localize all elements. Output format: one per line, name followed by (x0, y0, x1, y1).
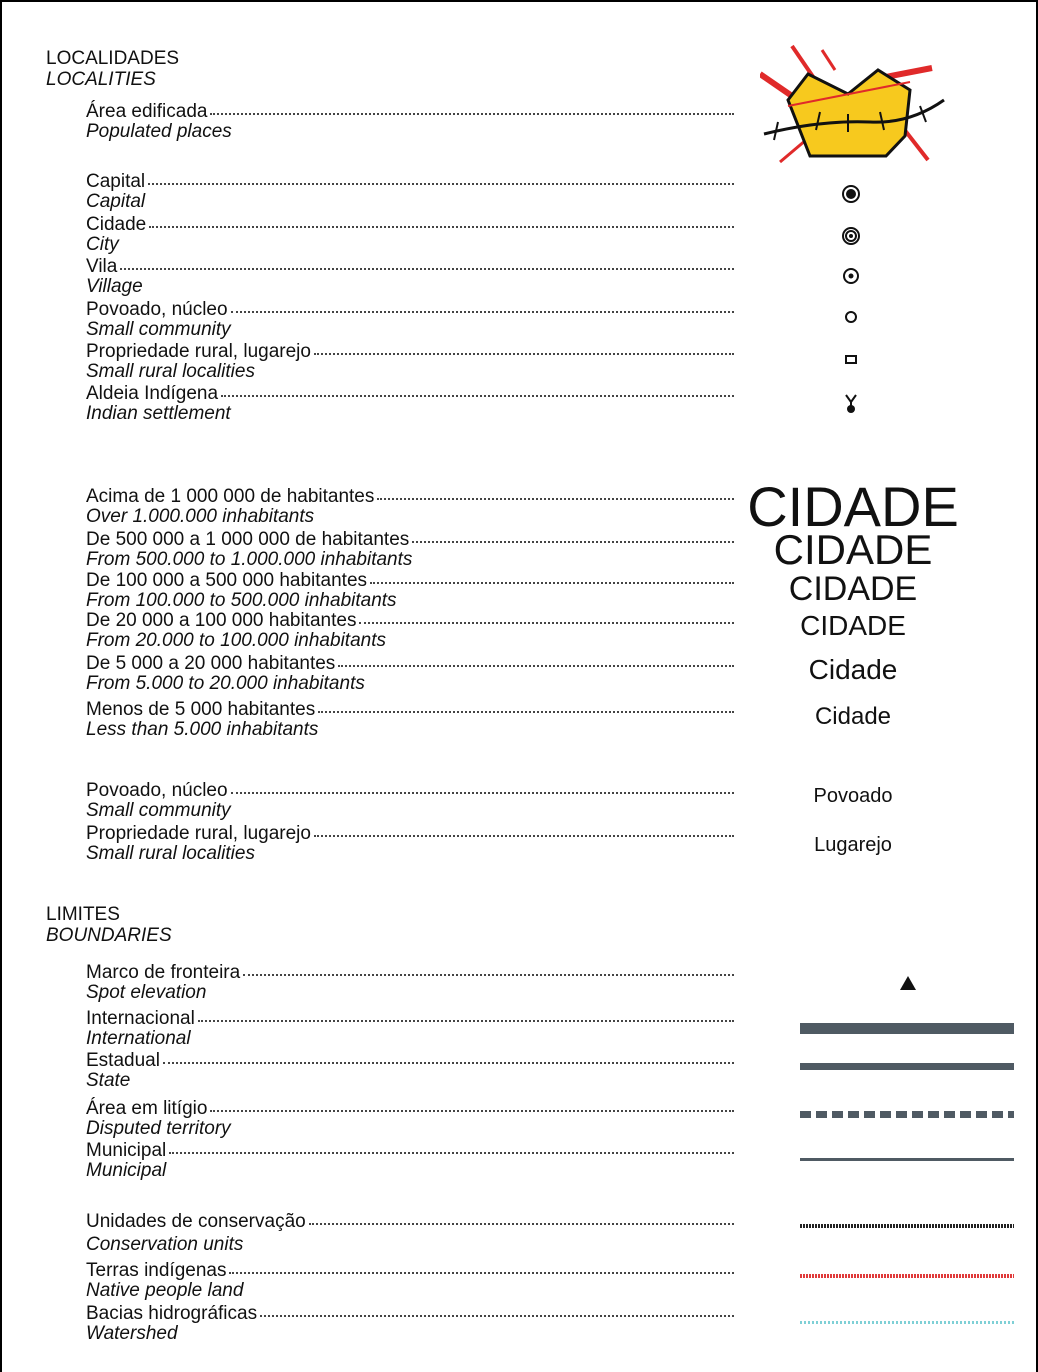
legend-row-conservation-units (86, 1212, 734, 1255)
section-boundaries (46, 904, 172, 946)
city-icon (841, 226, 861, 246)
row-label: Propriedade rural, lugarejo (86, 341, 311, 362)
row-label-en: Native people land (86, 1280, 244, 1301)
leader-dots (120, 268, 734, 270)
row-label: Povoado, núcleo (86, 299, 228, 320)
row-label-en: From 500.000 to 1.000.000 inhabitants (86, 549, 413, 570)
municipal-boundary-line (800, 1158, 1014, 1161)
legend-row-pop-100k-500k (86, 571, 734, 611)
city-label-sample: CIDADE (800, 610, 906, 641)
legend-row-rural-locality (86, 342, 734, 382)
row-label-en: From 100.000 to 500.000 inhabitants (86, 590, 397, 611)
row-label-en: Small rural localities (86, 361, 255, 382)
leader-dots (163, 1062, 734, 1064)
row-label: Bacias hidrográficas (86, 1303, 258, 1324)
leader-dots (221, 395, 734, 397)
city-label-sample: CIDADE (773, 526, 933, 573)
row-label-en: Village (86, 276, 143, 297)
legend-row-small-community (86, 300, 734, 340)
row-label-en: Small community (86, 319, 231, 340)
leader-dots (412, 541, 734, 543)
legend-row-disputed-boundary (86, 1099, 734, 1139)
row-label-en: Populated places (86, 121, 232, 142)
section-title: LOCALIDADES (46, 48, 180, 69)
indian-settlement-icon (844, 394, 858, 414)
legend-row-capital (86, 172, 734, 212)
leader-dots (169, 1152, 734, 1154)
legend-row-pop-5k-20k (86, 654, 734, 694)
native-land-line (800, 1274, 1014, 1278)
city-label-sample: CIDADE (788, 570, 918, 608)
row-label-en: Spot elevation (86, 982, 207, 1003)
row-label: Acima de 1 000 000 de habitantes (86, 486, 375, 507)
row-label: Municipal (86, 1140, 167, 1161)
section-localities (46, 48, 179, 90)
triangle-marker-icon (899, 975, 917, 991)
row-label-en: City (86, 234, 119, 255)
row-label-en: Indian settlement (86, 403, 231, 424)
row-label-en: Small community (86, 800, 231, 821)
legend-row-pop-500k-1m (86, 530, 734, 570)
row-label-en: Conservation units (86, 1234, 244, 1255)
conservation-units-line (800, 1224, 1014, 1228)
leader-dots (318, 711, 734, 713)
row-label-en: International (86, 1028, 191, 1049)
leader-dots (198, 1020, 734, 1022)
leader-dots (210, 113, 734, 115)
legend-row-pop-over-1m (86, 487, 734, 527)
leader-dots (359, 622, 734, 624)
city-label-sample: CIDADE (747, 475, 959, 538)
row-label: De 500 000 a 1 000 000 de habitantes (86, 529, 410, 550)
row-label-en: Less than 5.000 inhabitants (86, 719, 319, 740)
legend-row-pop-20k-100k (86, 611, 734, 651)
row-label: Vila (86, 256, 118, 277)
row-label: Capital (86, 171, 146, 192)
village-icon (842, 267, 860, 285)
row-label: De 20 000 a 100 000 habitantes (86, 610, 357, 631)
legend-row-pop-under-5k (86, 700, 734, 740)
legend-row-state-boundary (86, 1051, 734, 1091)
row-label-en: Disputed territory (86, 1118, 231, 1139)
leader-dots (314, 835, 734, 837)
leader-dots (229, 1272, 734, 1274)
row-label-en: State (86, 1070, 131, 1091)
leader-dots (338, 665, 734, 667)
row-label: Aldeia Indígena (86, 383, 219, 404)
leader-dots (370, 582, 734, 584)
section-title-en: BOUNDARIES (46, 925, 172, 946)
row-label: Terras indígenas (86, 1260, 227, 1281)
legend-row-rural-locality-label (86, 824, 734, 864)
state-boundary-line (800, 1063, 1014, 1070)
legend-row-city (86, 215, 734, 255)
rural-locality-icon (845, 355, 857, 364)
legend-row-municipal-boundary (86, 1141, 734, 1181)
row-label: Estadual (86, 1050, 160, 1071)
leader-dots (231, 792, 734, 794)
row-label-en: Watershed (86, 1323, 178, 1344)
row-label: Povoado, núcleo (86, 780, 228, 801)
row-label: Área em litígio (86, 1098, 208, 1119)
legend-row-small-community-label (86, 781, 734, 821)
row-label: Cidade (86, 214, 147, 235)
leader-dots (314, 353, 734, 355)
place-label-sample: Povoado (813, 785, 893, 807)
legend-row-populated-places (86, 102, 734, 142)
row-label-en: From 20.000 to 100.000 inhabitants (86, 630, 386, 651)
row-label-en: From 5.000 to 20.000 inhabitants (86, 673, 365, 694)
row-label: Área edificada (86, 101, 208, 122)
row-label: Propriedade rural, lugarejo (86, 823, 311, 844)
legend-row-international-boundary (86, 1009, 734, 1049)
disputed-boundary-line (800, 1111, 1014, 1118)
row-label-en: Capital (86, 191, 146, 212)
leader-dots (260, 1315, 734, 1317)
capital-icon (841, 184, 861, 204)
row-label: De 5 000 a 20 000 habitantes (86, 653, 336, 674)
section-title-en: LOCALITIES (46, 69, 156, 90)
city-label-sample: Cidade (814, 703, 892, 730)
section-title: LIMITES (46, 904, 120, 925)
row-label: Unidades de conservação (86, 1211, 306, 1232)
row-label-en: Over 1.000.000 inhabitants (86, 506, 315, 527)
small-community-icon (844, 310, 858, 324)
row-label: Marco de fronteira (86, 962, 241, 983)
place-label-sample: Lugarejo (814, 834, 892, 856)
watershed-line (800, 1321, 1014, 1324)
legend-row-village (86, 257, 734, 297)
built-area-icon (760, 44, 950, 166)
city-label-sample: Cidade (808, 654, 898, 685)
leader-dots (231, 311, 734, 313)
row-label: De 100 000 a 500 000 habitantes (86, 570, 368, 591)
leader-dots (309, 1223, 734, 1225)
legend-row-indian-settlement (86, 384, 734, 424)
leader-dots (377, 498, 734, 500)
leader-dots (210, 1110, 734, 1112)
legend-row-watershed (86, 1304, 734, 1344)
row-label-en: Small rural localities (86, 843, 255, 864)
row-label: Menos de 5 000 habitantes (86, 699, 316, 720)
row-label: Internacional (86, 1008, 195, 1029)
leader-dots (148, 183, 734, 185)
legend-row-border-marker (86, 963, 734, 1003)
leader-dots (243, 974, 734, 976)
international-boundary-line (800, 1023, 1014, 1034)
leader-dots (149, 226, 734, 228)
legend-row-native-land (86, 1261, 734, 1301)
row-label-en: Municipal (86, 1160, 167, 1181)
